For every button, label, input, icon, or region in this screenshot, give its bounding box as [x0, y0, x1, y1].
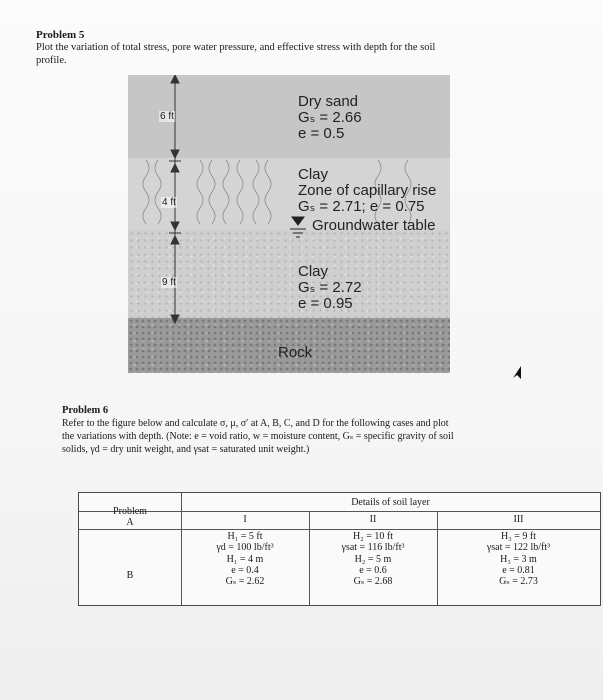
table-col-header-1: I: [243, 514, 247, 525]
clay-thickness-label: 9 ft: [162, 277, 176, 288]
table-col-header-2: II: [369, 514, 377, 525]
table-cell: H₂ = 10 ft: [353, 531, 393, 542]
soil-layer-table: [78, 492, 601, 606]
groundwater-table-icon: [288, 215, 308, 241]
clay-title: Clay: [298, 263, 329, 280]
table-cell: H₁ = 5 ft: [227, 531, 263, 542]
groundwater-table-label: Groundwater table: [312, 217, 436, 234]
table-cell: e = 0.6: [359, 565, 387, 576]
mouse-cursor-icon: [511, 366, 523, 380]
table-cell: Gₛ = 2.73: [499, 576, 538, 587]
dry-sand-gs: Gₛ = 2.66: [298, 109, 362, 126]
problem5-heading: Problem 5: [36, 29, 85, 41]
arrow-up-icon: [171, 236, 179, 244]
table-col-header-3: III: [513, 514, 524, 525]
arrow-down-icon: [171, 150, 179, 158]
arrow-up-icon: [171, 164, 179, 172]
problem5-text-line1: Plot the variation of total stress, pore water pressure, and effective stress with depth for the soil: [36, 42, 436, 53]
table-cell: e = 0.81: [502, 565, 535, 576]
table-cell: e = 0.4: [231, 565, 259, 576]
dry-sand-title: Dry sand: [298, 93, 359, 110]
problem6-text-line1: Refer to the figure below and calculate σ, μ, σ′ at A, B, C, and D for the following cases and plot: [62, 418, 449, 429]
table-header-problem: Problem: [113, 506, 147, 517]
capillary-clay-title: Clay: [298, 166, 329, 183]
problem6-text-line3: solids, γd = dry unit weight, and γsat = saturated unit weight.): [62, 444, 310, 455]
table-cell: Gₛ = 2.62: [225, 576, 265, 587]
capillary-clay-props: Gₛ = 2.71; e = 0.75: [298, 198, 425, 215]
table-cell: γsat = 116 lb/ft³: [341, 542, 405, 553]
arrow-up-icon: [171, 75, 179, 83]
dry-sand-e: e = 0.5: [298, 125, 345, 142]
clay-e: e = 0.95: [298, 295, 353, 312]
clay-gs: Gₛ = 2.72: [298, 279, 362, 296]
table-cell: γsat = 122 lb/ft³: [486, 542, 551, 553]
sand-thickness-label: 6 ft: [160, 111, 174, 122]
capillary-zone-label: Zone of capillary rise: [298, 182, 437, 199]
table-row-b-problem: B: [126, 570, 134, 581]
capillary-thickness-label: 4 ft: [162, 197, 176, 208]
table-cell: H₁ = 4 m: [226, 554, 264, 565]
problem5-text-line2: profile.: [36, 55, 67, 66]
arrow-down-icon: [171, 222, 179, 230]
table-row-a-problem: A: [126, 517, 134, 528]
rock-label: Rock: [278, 344, 313, 361]
table-header-details: Details of soil layer: [351, 497, 430, 508]
table-cell: Gₛ = 2.68: [353, 576, 393, 587]
problem6-heading: Problem 6: [62, 405, 109, 416]
problem6-text-line2: the variations with depth. (Note: e = void ratio, w = moisture content, Gₛ = specific gravity of soil: [62, 431, 454, 442]
table-cell: γd = 100 lb/ft³: [216, 542, 274, 553]
table-cell: H₂ = 5 m: [354, 554, 392, 565]
soil-profile-figure: [128, 75, 450, 373]
arrow-down-icon: [171, 315, 179, 323]
table-cell: H₃ = 9 ft: [501, 531, 536, 542]
table-cell: H₃ = 3 m: [500, 554, 537, 565]
